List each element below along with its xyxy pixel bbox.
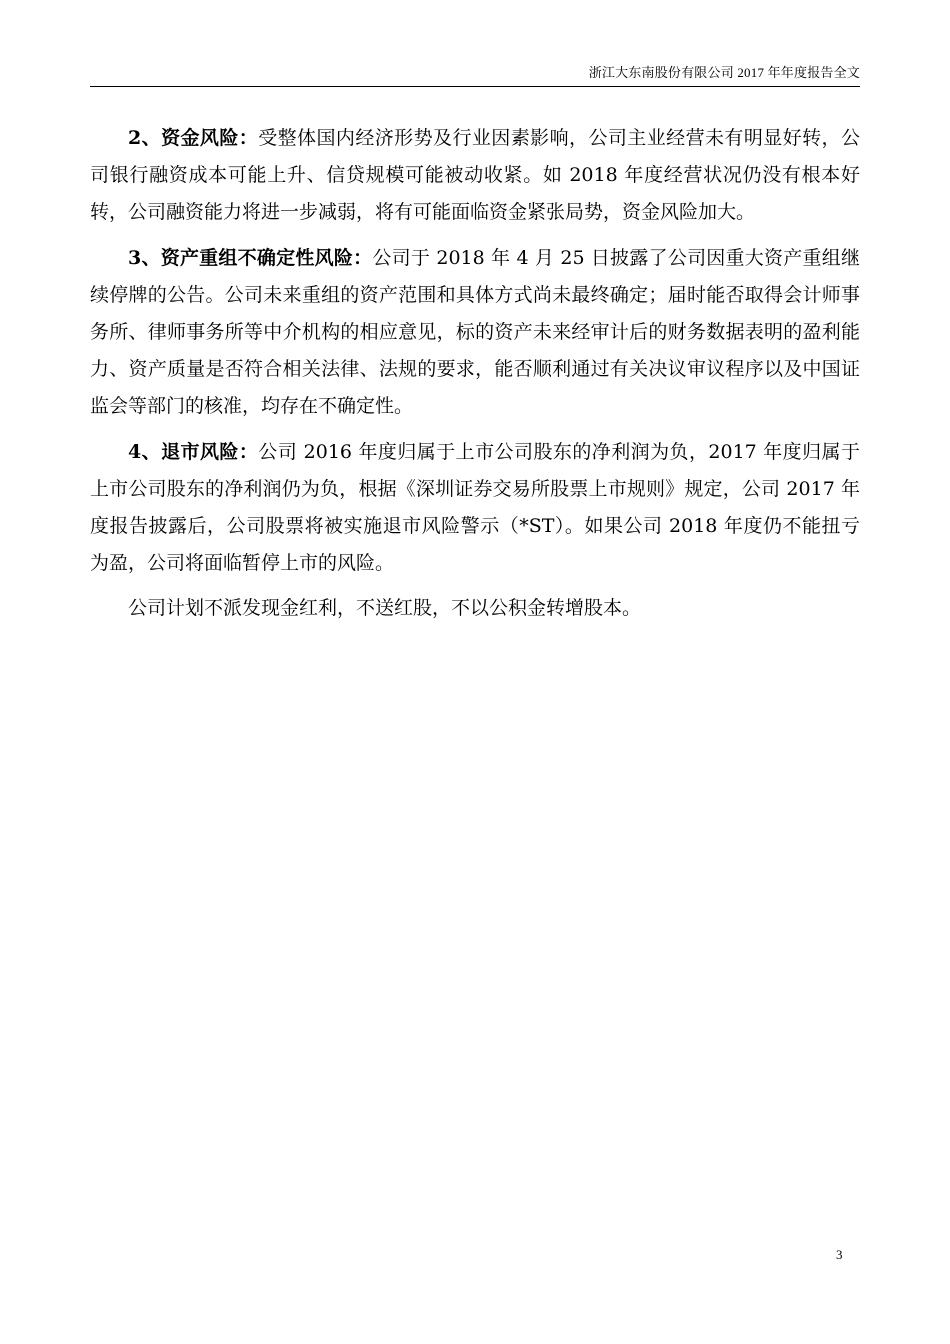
paragraph-text: 受整体国内经济形势及行业因素影响，公司主业经营未有明显好转，公司银行融资成本可能上升、信贷规模可能被动收紧。如 2018 年度经营状况仍没有根本好转，公司融资能力将进一步减弱，将有可能面临资金紧张局势，资金风险加大。 <box>90 127 860 224</box>
paragraph-text: 公司 2016 年度归属于上市公司股东的净利润为负，2017 年度归属于上市公司股东的净利润仍为负，根据《深圳证券交易所股票上市规则》规定，公司 2017 年度报告披露后，公司股票将被实施退市风险警示（*ST）。如果公司 2018 年度仍不能扭亏为盈，公司将面临暂停上市的风险。 <box>90 440 860 575</box>
paragraph-lead: 4、退市风险： <box>128 440 259 463</box>
running-header: 浙江大东南股份有限公司 2017 年年度报告全文 <box>588 65 860 80</box>
paragraph-restructuring-risk <box>90 240 860 426</box>
paragraph-lead: 3、资产重组不确定性风险： <box>128 246 373 269</box>
paragraph-text: 公司于 2018 年 4 月 25 日披露了公司因重大资产重组继续停牌的公告。公司未来重组的资产范围和具体方式尚未最终确定；届时能否取得会计师事务所、律师事务所等中介机构的相应意见，标的资产未来经审计后的财务数据表明的盈利能力、资产质量是否符合相关法律、法规的要求，能否顺利通过有关决议审议程序以及中国证监会等部门的核准，均存在不确定性。 <box>90 246 860 418</box>
document-body <box>90 120 860 636</box>
header-divider <box>90 86 860 87</box>
page-number: 3 <box>836 1247 843 1262</box>
paragraph-lead: 2、资金风险： <box>128 127 259 149</box>
paragraph-capital-risk <box>90 120 860 232</box>
paragraph-delisting-risk <box>90 434 860 583</box>
paragraph-dividend-plan: 公司计划不派发现金红利，不送红股，不以公积金转增股本。 <box>128 597 642 620</box>
